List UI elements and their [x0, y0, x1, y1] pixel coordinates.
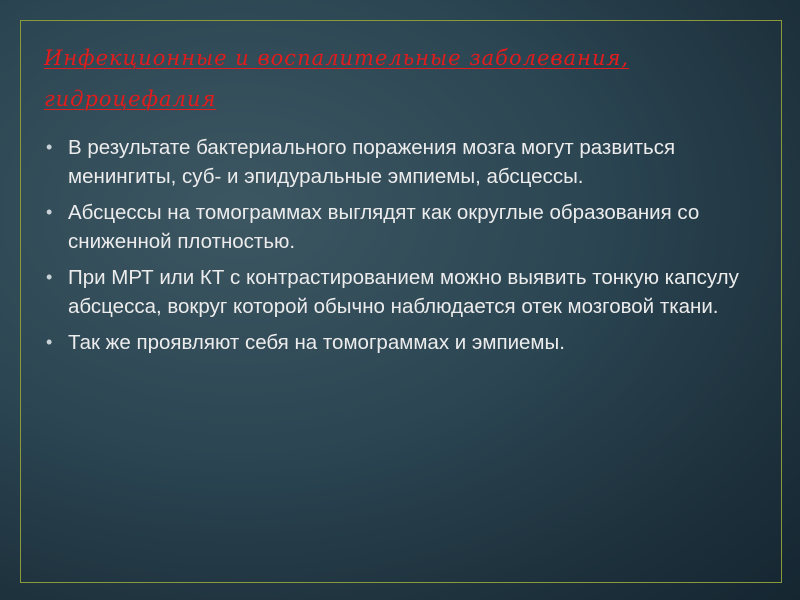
bullet-item [44, 133, 764, 191]
slide-title: Инфекционные и воспалительные заболевания, гидроцефалия [44, 46, 630, 111]
bullet-item [44, 263, 764, 321]
bullet-list [44, 133, 764, 364]
bullet-text: При МРТ или КТ с контрастированием можно выявить тонкую капсулу абсцесса, вокруг которой обычно наблюдается отек мозговой ткани. [68, 266, 739, 318]
bullet-dot-icon: • [46, 137, 53, 157]
bullet-dot-icon: • [46, 332, 53, 352]
bullet-item [44, 328, 764, 357]
bullet-dot-icon: • [46, 202, 53, 222]
bullet-text: В результате бактериального поражения мозга могут развиться менингиты, суб- и эпидуральные эмпиемы, абсцессы. [68, 136, 676, 188]
bullet-text: Так же проявляют себя на томограммах и эмпиемы. [68, 331, 565, 354]
bullet-dot-icon: • [46, 267, 53, 287]
bullet-item [44, 198, 764, 256]
bullet-text: Абсцессы на томограммах выглядят как округлые образования со сниженной плотностью. [68, 201, 700, 253]
